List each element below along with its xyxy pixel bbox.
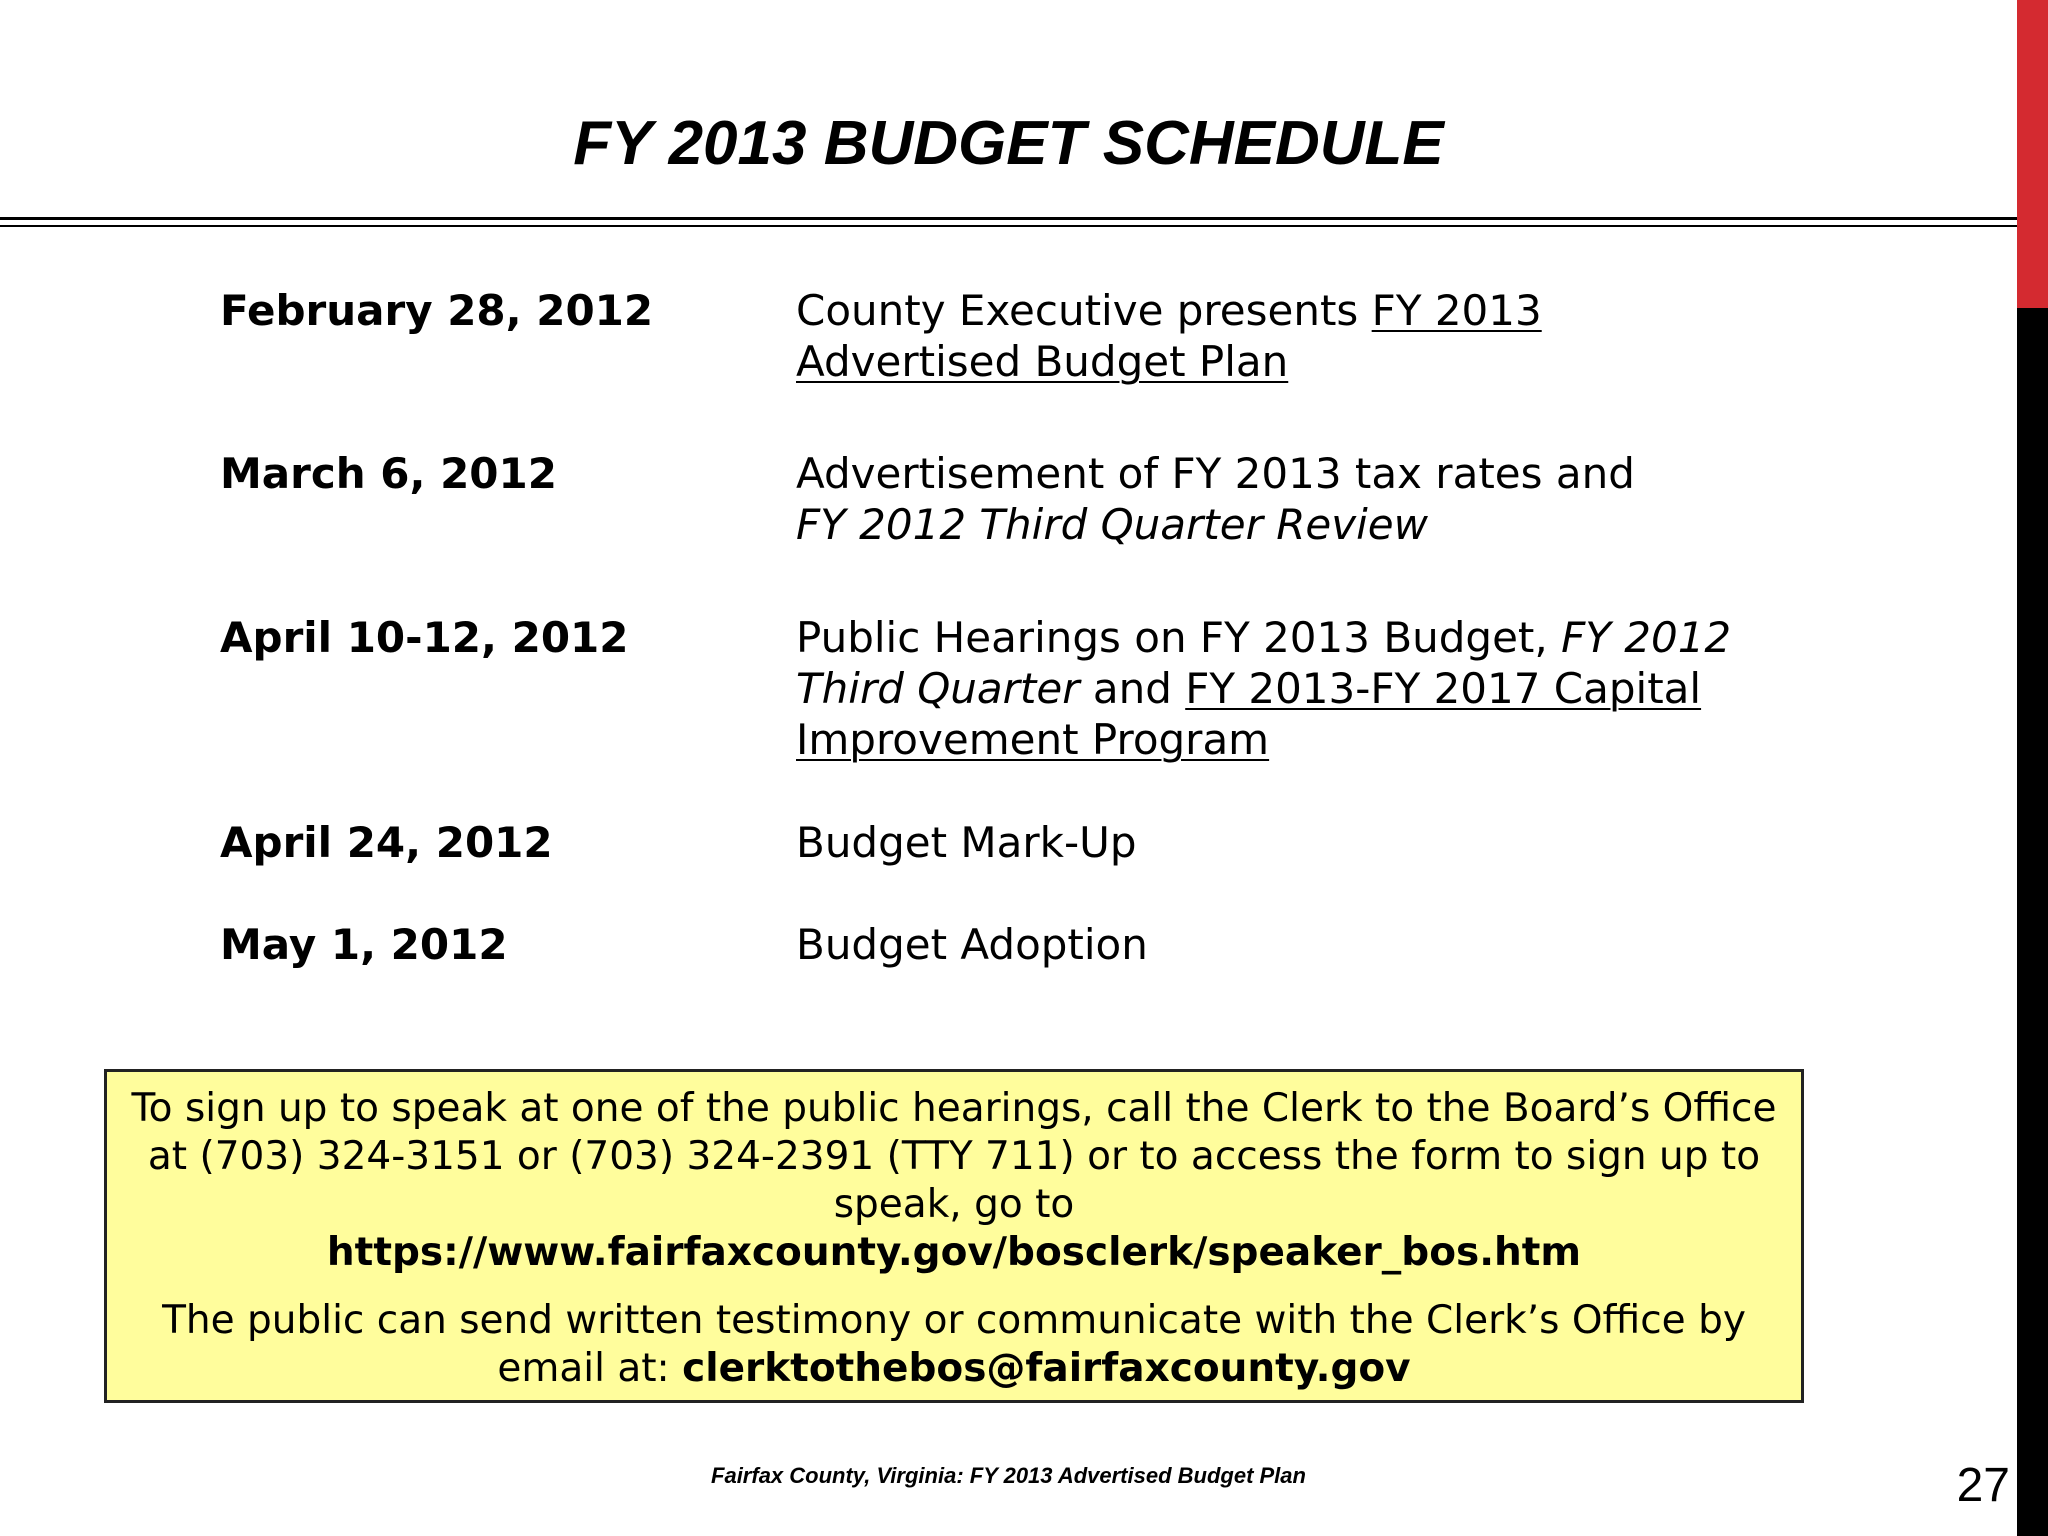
accent-bar-red bbox=[2017, 0, 2048, 308]
schedule-date: March 6, 2012 bbox=[220, 449, 557, 498]
page-title: FY 2013 BUDGET SCHEDULE bbox=[573, 109, 1444, 178]
schedule-description bbox=[796, 448, 1696, 550]
notice-paragraph bbox=[107, 1085, 1801, 1277]
description-text: Public Hearings on FY 2013 Budget, bbox=[796, 613, 1562, 662]
schedule-description bbox=[796, 919, 1796, 970]
notice-testimony-text: The public can send written testimony or communicate with the Clerk’s Office by email at: bbox=[162, 1298, 1746, 1391]
description-text: Advertisement of FY 2013 tax rates and bbox=[796, 449, 1635, 498]
description-text: County Executive presents bbox=[796, 286, 1372, 335]
signup-url-link[interactable]: https://www.fairfaxcounty.gov/bosclerk/speaker_bos.htm bbox=[326, 1230, 1582, 1275]
schedule-description bbox=[796, 817, 1796, 868]
notice-signup-text: To sign up to speak at one of the public hearings, call the Clerk to the Board’s Office at (703) 324-3151 or (703) 324-2391 (TTY 711) or to access the form to sign up to speak, go to bbox=[131, 1086, 1777, 1227]
schedule-date: April 10-12, 2012 bbox=[220, 613, 629, 662]
description-italic-text: FY 2012 Third Quarter bbox=[796, 613, 1732, 713]
speaker-signup-notice bbox=[104, 1069, 1804, 1403]
description-text: and bbox=[1079, 664, 1186, 713]
notice-paragraph bbox=[107, 1297, 1801, 1393]
schedule-description bbox=[796, 612, 1796, 765]
schedule-date: May 1, 2012 bbox=[220, 920, 508, 969]
title-divider-top bbox=[0, 217, 2017, 220]
schedule-date: February 28, 2012 bbox=[220, 286, 654, 335]
clerk-email-link[interactable]: clerktothebos@fairfaxcounty.gov bbox=[682, 1346, 1411, 1391]
page-number: 27 bbox=[1956, 1459, 2010, 1512]
description-text: Budget Adoption bbox=[796, 920, 1148, 969]
footer-caption: Fairfax County, Virginia: FY 2013 Advertised Budget Plan bbox=[711, 1463, 1306, 1488]
schedule-date: April 24, 2012 bbox=[220, 818, 553, 867]
description-text: Budget Mark-Up bbox=[796, 818, 1137, 867]
schedule-description bbox=[796, 285, 1576, 387]
description-italic-text: FY 2012 Third Quarter Review bbox=[796, 500, 1428, 549]
description-link-text: FY 2013-FY 2017 Capital Improvement Program bbox=[796, 664, 1702, 764]
accent-bar-black bbox=[2017, 308, 2048, 1536]
title-divider-bottom bbox=[0, 225, 2017, 227]
description-link-text: FY 2013 Advertised Budget Plan bbox=[796, 286, 1542, 386]
